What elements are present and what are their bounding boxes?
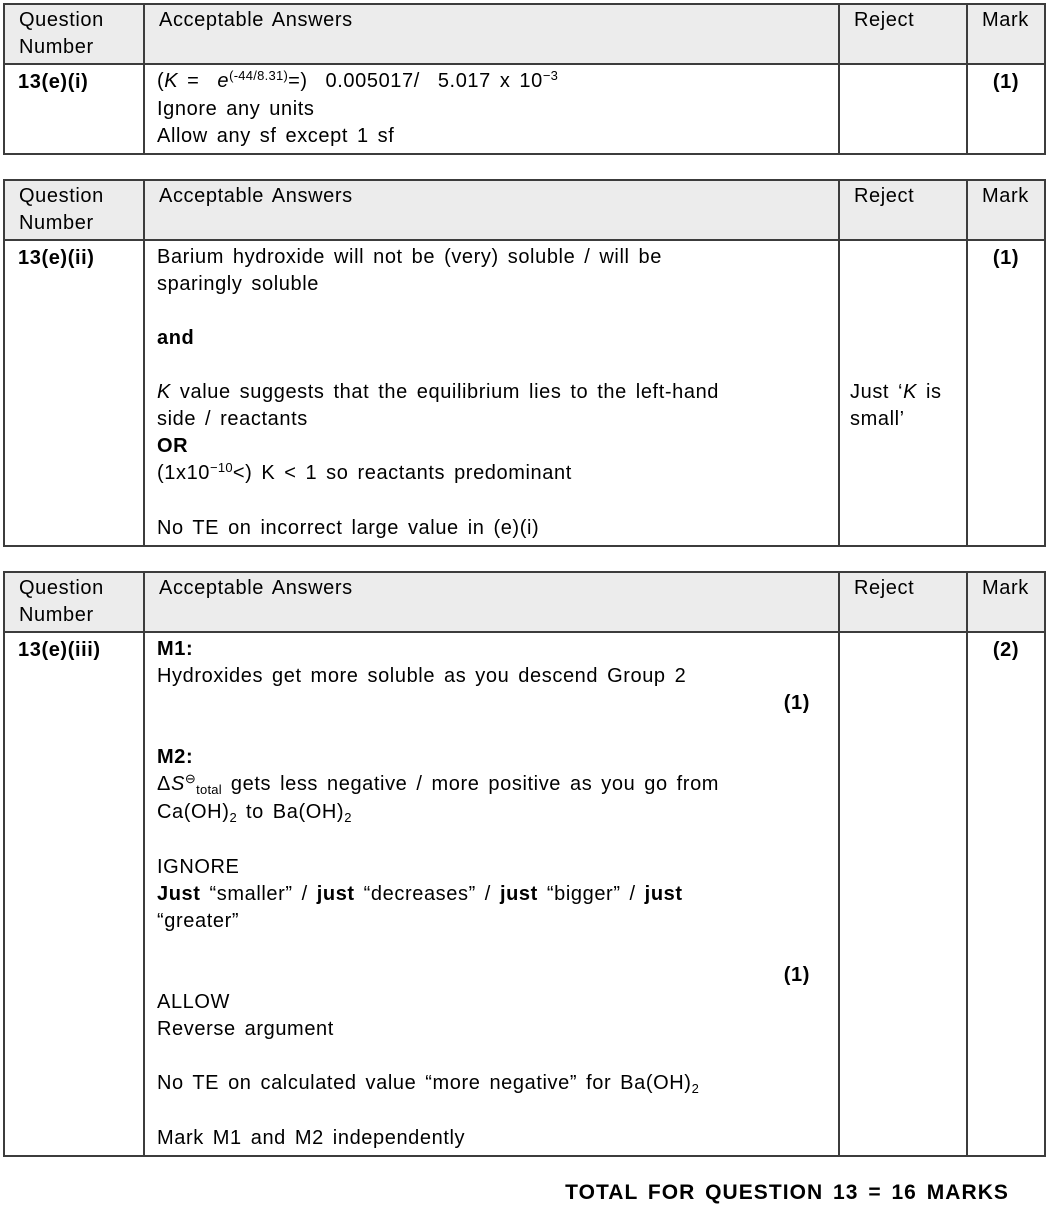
- answer-row: [4, 240, 1045, 546]
- answer-row: [4, 632, 1045, 1156]
- answer-line: No TE on incorrect large value in (e)(i): [157, 517, 540, 539]
- answer-line: OR: [157, 435, 189, 457]
- answer-line: [157, 1043, 826, 1070]
- mark-cell: (1): [967, 64, 1045, 154]
- mark-cell: (1): [967, 240, 1045, 546]
- reject-line: [850, 244, 960, 271]
- answer-line: K value suggests that the equilibrium lies to the left-hand: [157, 381, 720, 403]
- question-number-column-header: Question Number: [4, 4, 144, 64]
- answer-row: [4, 64, 1045, 154]
- mark-scheme-table-13eii: [3, 179, 1046, 547]
- reject-line: [850, 325, 960, 352]
- answer-line: and: [157, 327, 195, 349]
- header-row: [4, 572, 1045, 632]
- answer-line: (1): [783, 964, 810, 986]
- reject-cell: [839, 64, 967, 154]
- acceptable-answers-column-header: Acceptable Answers: [144, 180, 839, 240]
- answer-line: $(K = e^{(-44/8.31)}=)$ 0.005017/ 5.017 x $10^{-3}$: [157, 68, 559, 92]
- question-number-column-header: Question Number: [4, 572, 144, 632]
- acceptable-answers-cell: [144, 64, 839, 154]
- reject-column-header: Reject: [839, 4, 967, 64]
- header-row: [4, 4, 1045, 64]
- question-number-cell: 13(e)(i): [4, 64, 144, 154]
- answer-line: Allow any sf except 1 sf: [157, 125, 395, 147]
- reject-column-header: Reject: [839, 180, 967, 240]
- answer-line: [157, 827, 826, 854]
- mark-scheme-table-13ei: [3, 3, 1046, 155]
- mark-column-header: Mark: [967, 180, 1045, 240]
- reject-line: [850, 352, 960, 379]
- reject-line: [850, 298, 960, 325]
- answer-line: [157, 1098, 826, 1125]
- answer-line: Barium hydroxide will not be (very) soluble / will be: [157, 246, 662, 268]
- acceptable-answers-cell: [144, 240, 839, 546]
- question-number-cell: 13(e)(ii): [4, 240, 144, 546]
- header-row: [4, 180, 1045, 240]
- answer-line: Just “smaller” / just “decreases” / just “bigger” / just: [157, 883, 683, 905]
- reject-column-header: Reject: [839, 572, 967, 632]
- answer-line: Ignore any units: [157, 98, 315, 120]
- mark-cell: (2): [967, 632, 1045, 1156]
- reject-line: [850, 271, 960, 298]
- answer-line: sparingly soluble: [157, 273, 319, 295]
- acceptable-answers-column-header: Acceptable Answers: [144, 572, 839, 632]
- mark-column-header: Mark: [967, 572, 1045, 632]
- total-marks-line: TOTAL FOR QUESTION 13 = 16 MARKS: [565, 1181, 1009, 1204]
- answer-line: Reverse argument: [157, 1018, 334, 1040]
- answer-line: $Ca(OH)_2$ to $Ba(OH)_2$: [157, 801, 352, 825]
- answer-line: M1:: [157, 638, 194, 660]
- answer-line: (1): [783, 692, 810, 714]
- answer-line: [157, 488, 826, 515]
- mark-column-header: Mark: [967, 4, 1045, 64]
- answer-line: $(1x10^{-10}<) K < 1$ so reactants predominant: [157, 460, 572, 484]
- acceptable-answers-cell: [144, 632, 839, 1156]
- reject-cell: [839, 240, 967, 546]
- question-number-column-header: Question Number: [4, 180, 144, 240]
- mark-scheme-table-13eiii: [3, 571, 1046, 1157]
- answer-line: No TE on calculated value “more negative” for $Ba(OH)_2$: [157, 1072, 700, 1096]
- answer-line: [157, 935, 826, 962]
- reject-line: Just ‘K is: [850, 381, 942, 403]
- answer-line: [157, 298, 826, 325]
- answer-line: [157, 717, 826, 744]
- answer-line: “greater”: [157, 910, 240, 932]
- answer-line: [157, 352, 826, 379]
- answer-line: M2:: [157, 746, 194, 768]
- answer-line: IGNORE: [157, 856, 240, 878]
- answer-line: $\Delta S^⊖_{total}$ gets less negative / more positive as you go from: [157, 771, 720, 797]
- question-number-cell: 13(e)(iii): [4, 632, 144, 1156]
- acceptable-answers-column-header: Acceptable Answers: [144, 4, 839, 64]
- reject-line: small’: [850, 408, 905, 430]
- answer-line: side / reactants: [157, 408, 308, 430]
- answer-line: Hydroxides get more soluble as you descend Group 2: [157, 665, 687, 687]
- answer-line: ALLOW: [157, 991, 231, 1013]
- answer-line: Mark M1 and M2 independently: [157, 1127, 466, 1149]
- reject-cell: [839, 632, 967, 1156]
